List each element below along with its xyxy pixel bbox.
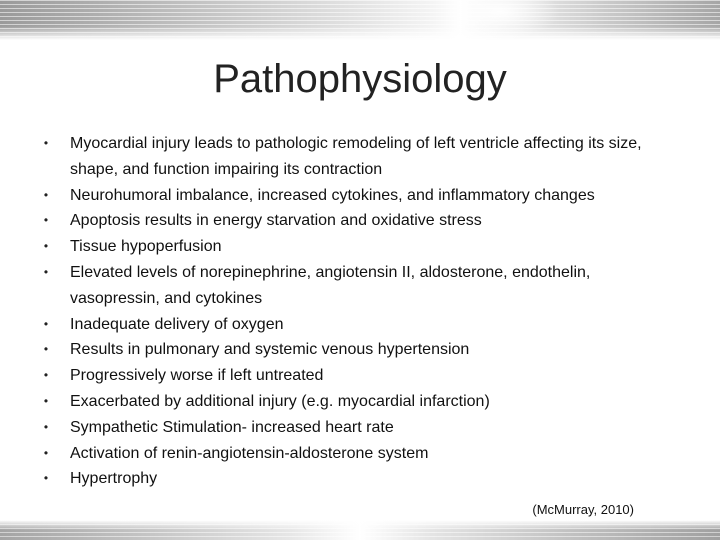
bullet-item [40,312,680,338]
bullet-marker: • [43,342,49,357]
bottom-decorative-band [0,520,720,540]
bullet-text: Activation of renin-angiotensin-aldosterone system [70,444,429,462]
top-decorative-band [0,0,720,40]
bullet-text: Hypertrophy [70,470,158,488]
bullet-item [40,466,680,492]
bullet-text: Elevated levels of norepinephrine, angiotensin II, aldosterone, endothelin, vasopressin, and cytokines [70,263,591,307]
bullet-text: Myocardial injury leads to pathologic remodeling of left ventricle affecting its size, shape, and function impairing its contraction [70,135,642,178]
bullet-marker: • [43,239,49,254]
bullet-text: Inadequate delivery of oxygen [70,315,284,333]
bullet-item [40,260,680,312]
slide-title: Pathophysiology [213,57,507,101]
bullet-item [40,363,680,389]
bullet-marker: • [43,445,49,460]
top-band-highlight [440,0,560,40]
bullet-marker: • [43,368,49,383]
bullet-text: Sympathetic Stimulation- increased heart rate [70,418,394,436]
bullet-item [40,234,680,260]
bullet-marker: • [43,419,49,434]
bullet-text: Progressively worse if left untreated [70,367,324,385]
bullet-item [40,389,680,415]
bullet-marker: • [43,264,49,279]
bullet-item [40,131,680,183]
bullet-text: Exacerbated by additional injury (e.g. myocardial infarction) [70,392,490,410]
bullet-marker: • [43,136,49,150]
bullet-text: Tissue hypoperfusion [70,238,222,256]
bullet-text: Apoptosis results in energy starvation and oxidative stress [70,212,482,230]
bullet-text: Results in pulmonary and systemic venous hypertension [70,341,470,359]
bullet-marker: • [43,316,49,331]
bullet-marker: • [43,393,49,408]
bullet-item [40,183,680,209]
bullet-item [40,337,680,363]
bullet-item [40,208,680,234]
bullet-text: Neurohumoral imbalance, increased cytokines, and inflammatory changes [70,186,595,204]
bullet-list [40,131,680,492]
bullet-marker: • [43,471,49,486]
bullet-item [40,415,680,441]
citation: (McMurray, 2010) [532,502,634,517]
bullet-marker: • [43,187,49,202]
bullet-item [40,441,680,467]
bullet-marker: • [43,213,49,228]
